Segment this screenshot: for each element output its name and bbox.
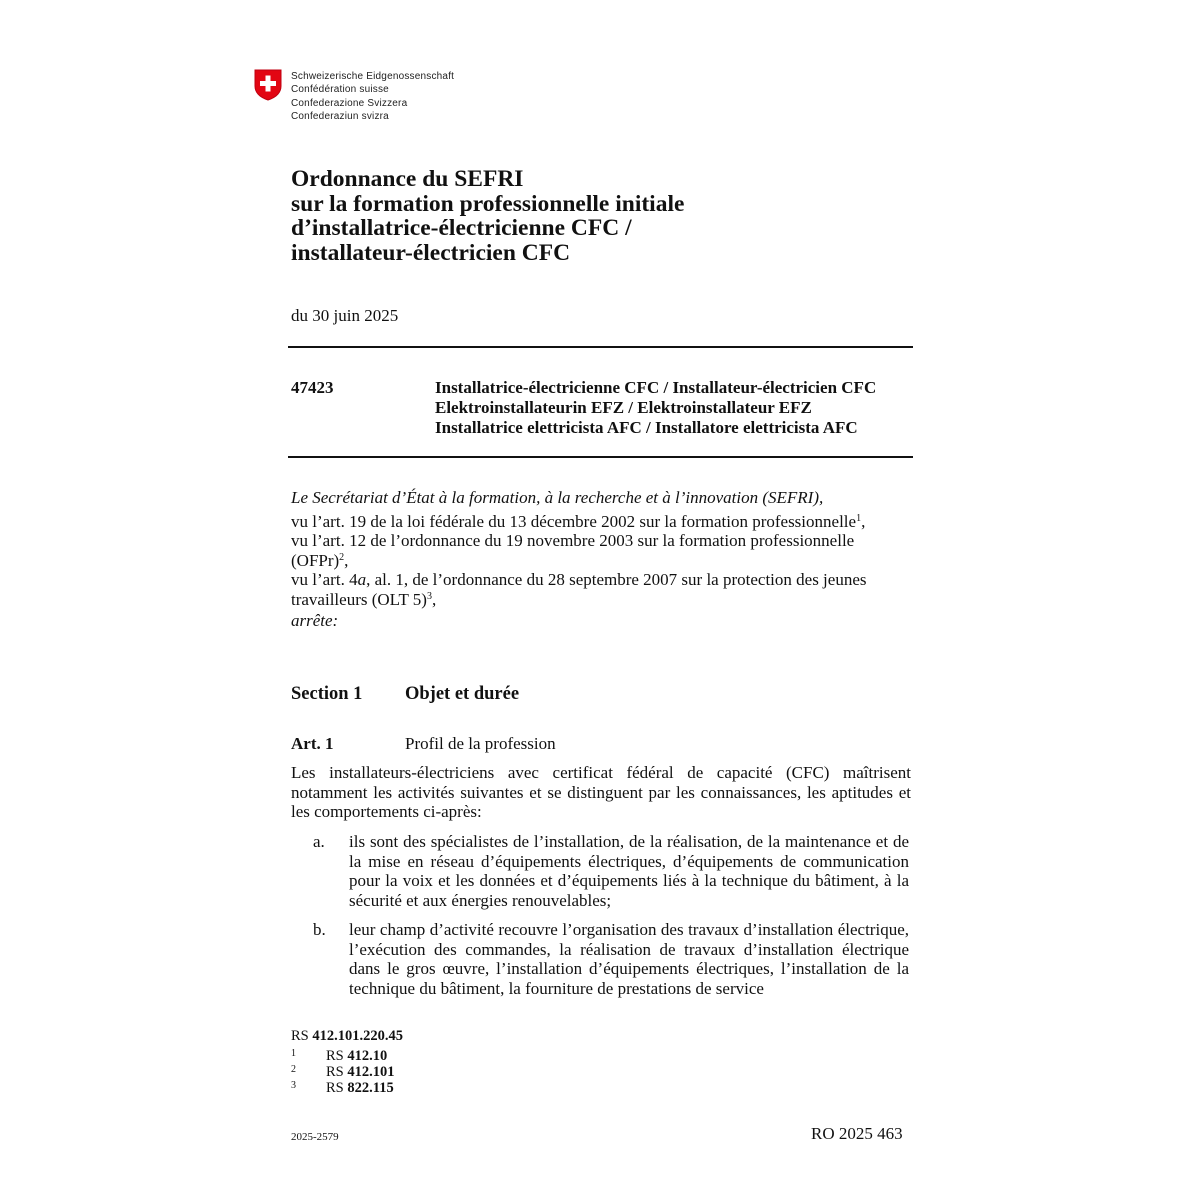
- list-item-letter: a.: [313, 832, 325, 851]
- document-number: 2025-2579: [291, 1131, 339, 1143]
- document-title: [291, 167, 684, 265]
- profession-title-de: Elektroinstallateurin EFZ / Elektroinstallateur EFZ: [435, 398, 812, 417]
- consideration-italic: a: [357, 570, 367, 589]
- consideration-text: vu l’art. 19 de la loi fédérale du 13 décembre 2002 sur la formation professionnelle: [291, 511, 857, 531]
- agency-line: Schweizerische Eidgenossenschaft: [291, 71, 455, 82]
- agency-line: Confédération suisse: [291, 84, 389, 96]
- footnotes: [291, 1028, 591, 1098]
- profession-title-fr: Installatrice-électricienne CFC / Installateur-électricien CFC: [435, 378, 877, 397]
- section-label: Section 1: [291, 684, 363, 704]
- rs-prefix: RS: [291, 1028, 309, 1044]
- article-title: Profil de la profession: [405, 734, 556, 753]
- footnote-ref-value: 412.10: [347, 1048, 388, 1064]
- footnote-ref-value: 412.101: [347, 1064, 395, 1080]
- top-divider: [288, 346, 913, 348]
- rs-number: [291, 1028, 403, 1044]
- agency-names: [291, 70, 454, 123]
- title-line: Ordonnance du SEFRI: [291, 166, 524, 192]
- footnote-prefix: RS: [326, 1080, 344, 1096]
- agency-line: Confederazione Svizzera: [291, 97, 408, 109]
- footnote-number: 1: [291, 1048, 296, 1059]
- profession-titles: [435, 378, 876, 438]
- list-item-letter: b.: [313, 920, 326, 939]
- document-date: du 30 juin 2025: [291, 306, 399, 325]
- consideration-text: vu l’art. 4: [291, 570, 358, 589]
- consideration-2: [291, 531, 911, 570]
- preamble-authority: Le Secrétariat d’État à la formation, à la recherche et à l’innovation (SEFRI),: [291, 488, 824, 507]
- footnote-ref[interactable]: 1: [856, 512, 862, 524]
- footnote-ref[interactable]: 2: [339, 551, 345, 563]
- article-label: Art. 1: [291, 734, 334, 753]
- footnote-ref-value: 822.115: [347, 1080, 394, 1096]
- preamble: [291, 488, 911, 631]
- profession-code: 47423: [291, 378, 334, 397]
- punctuation: ,: [344, 550, 349, 570]
- punctuation: ,: [861, 511, 866, 531]
- decree: arrête:: [291, 611, 339, 630]
- footnote-number: 3: [291, 1080, 296, 1091]
- footnote-number: 2: [291, 1064, 296, 1075]
- consideration-text: vu l’art. 12 de l’ordonnance du 19 novembre 2003 sur la formation professionnelle (OFPr): [291, 531, 855, 570]
- title-line: installateur-électricien CFC: [291, 239, 571, 266]
- punctuation: ,: [431, 589, 437, 609]
- article-intro: Les installateurs-électriciens avec certificat fédéral de capacité (CFC) maîtrisent notamment les activités suivantes et se distinguent par les connaissances, les aptitudes et les comportements ci-après:: [291, 763, 911, 821]
- bottom-divider: [288, 456, 913, 458]
- agency-line: Confederaziun svizra: [291, 110, 389, 122]
- footnote-text: [326, 1064, 395, 1080]
- title-line: d’installatrice-électricienne CFC /: [291, 215, 632, 241]
- consideration-3: [291, 570, 911, 609]
- footnote-text: [326, 1080, 394, 1096]
- footnote-text: [326, 1048, 387, 1064]
- ro-reference: RO 2025 463: [811, 1124, 903, 1143]
- swiss-crest-icon: [254, 69, 282, 101]
- footnote-prefix: RS: [326, 1048, 344, 1064]
- title-line: sur la formation professionnelle initiale: [291, 190, 685, 217]
- section-title: Objet et durée: [405, 684, 520, 704]
- list-item-text: leur champ d’activité recouvre l’organisation des travaux d’installation électrique, l’exécution des commandes, la réalisation de travaux d’installation électrique dans le gros œuvre, l’installation d’équipements électriques, l’installation de la technique du bâtiment, la fourniture de prestations de service: [349, 920, 909, 998]
- footnote-prefix: RS: [326, 1064, 344, 1080]
- consideration-1: [291, 512, 911, 532]
- rs-value: 412.101.220.45: [312, 1028, 403, 1044]
- list-item-text: ils sont des spécialistes de l’installation, de la réalisation, de la maintenance et de la mise en réseau d’équipements électriques, d’équipements de communication pour la voix et les données et d’équipements liés à la technique du bâtiment, à la sécurité et aux énergies renouvelables;: [349, 832, 909, 910]
- consideration-text: , al. 1, de l’ordonnance du 28 septembre 2007 sur la protection des jeunes travailleurs (OLT 5): [291, 570, 867, 609]
- profession-title-it: Installatrice elettricista AFC / Installatore elettricista AFC: [435, 418, 858, 437]
- footnote-ref[interactable]: 3: [426, 590, 432, 602]
